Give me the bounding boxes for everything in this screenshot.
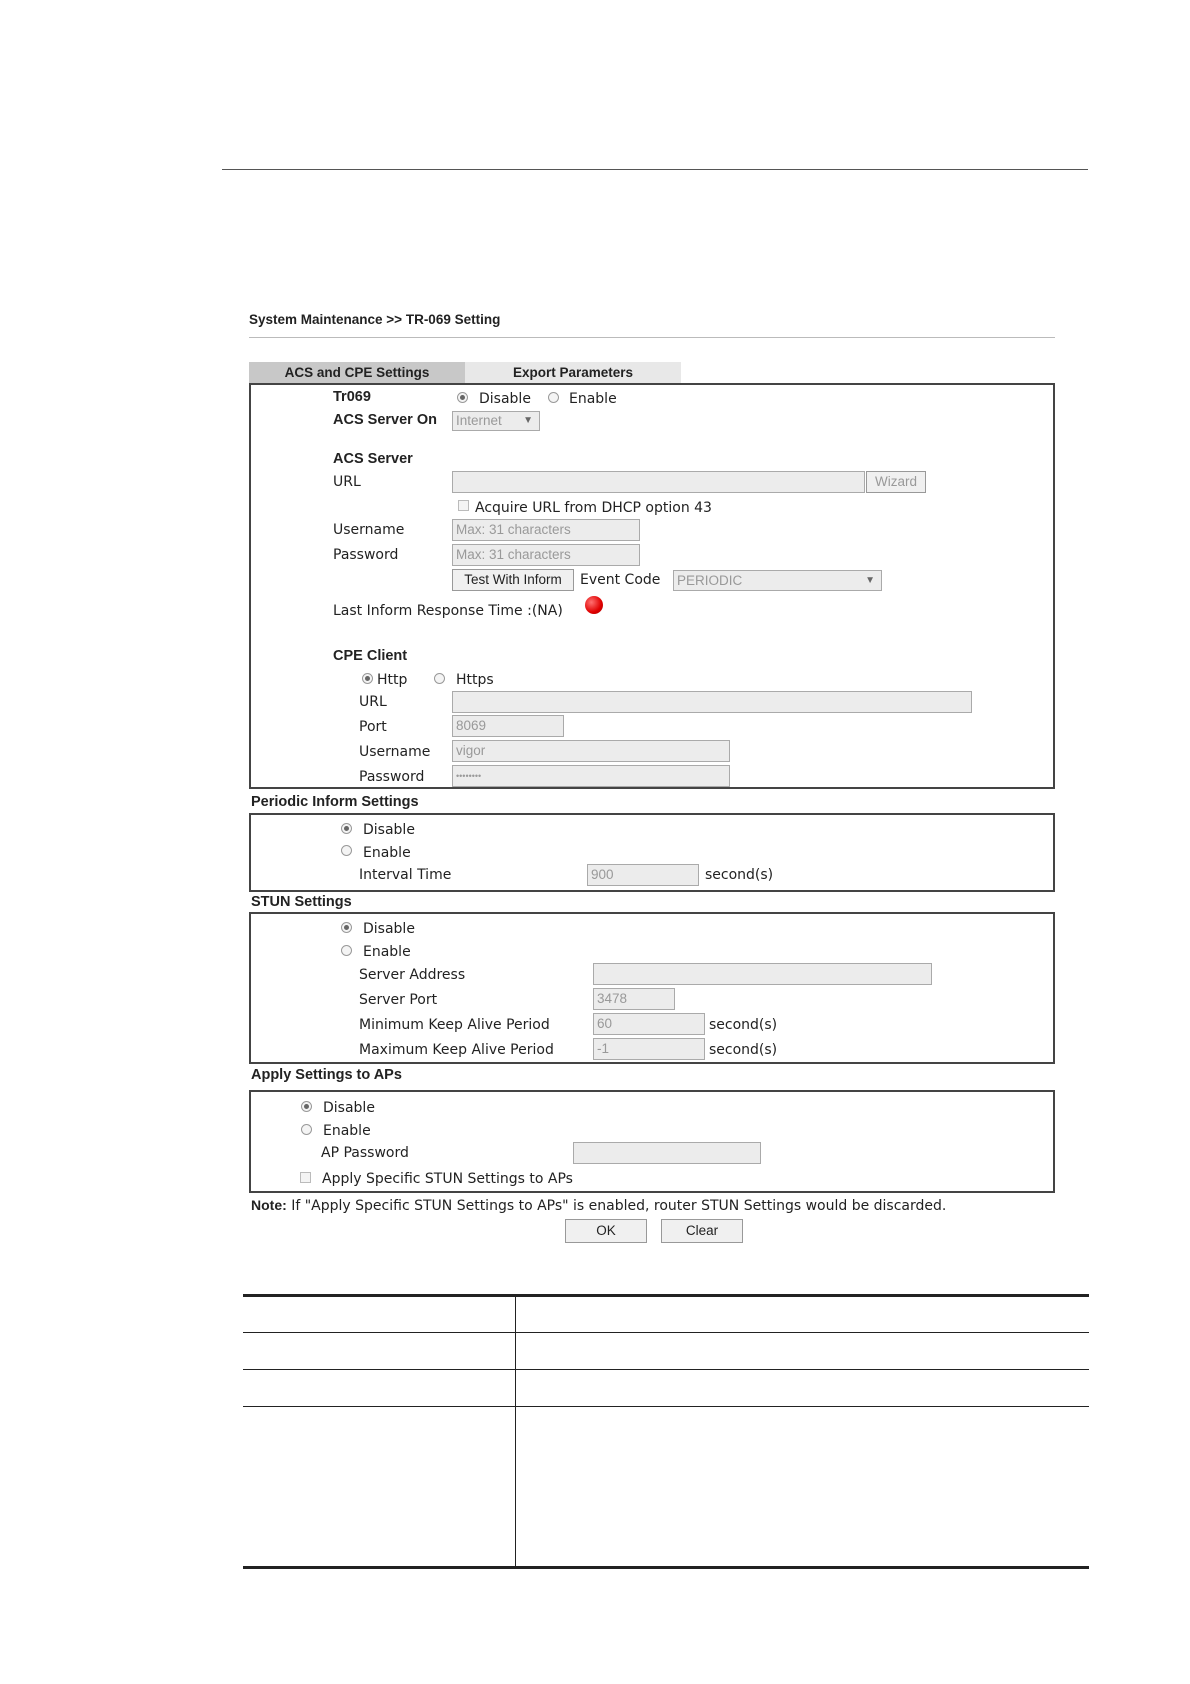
apply-aps-section-title: Apply Settings to APs [251, 1067, 402, 1083]
cpe-port-input[interactable]: 8069 [452, 715, 564, 737]
cpe-http-radio[interactable] [362, 673, 373, 684]
max-keep-alive-label: Maximum Keep Alive Period [359, 1042, 554, 1058]
table-row-divider [243, 1406, 1089, 1407]
aps-disable-label: Disable [323, 1100, 375, 1116]
acs-password-input[interactable]: Max: 31 characters [452, 544, 640, 566]
breadcrumb: System Maintenance >> TR-069 Setting [249, 312, 501, 327]
acs-username-input[interactable]: Max: 31 characters [452, 519, 640, 541]
stun-enable-label: Enable [363, 944, 411, 960]
event-code-value: PERIODIC [677, 573, 743, 588]
chevron-down-icon: ▼ [865, 575, 875, 586]
ok-button[interactable]: OK [565, 1219, 647, 1243]
tr069-disable-label: Disable [479, 391, 531, 407]
ap-password-input[interactable] [573, 1142, 761, 1164]
min-keep-alive-unit: second(s) [709, 1017, 778, 1033]
stun-disable-label: Disable [363, 921, 415, 937]
max-keep-alive-input[interactable]: -1 [593, 1038, 705, 1060]
cpe-url-input[interactable] [452, 691, 972, 713]
min-keep-alive-label: Minimum Keep Alive Period [359, 1017, 550, 1033]
acs-password-label: Password [333, 547, 399, 563]
page-header-rule [222, 169, 1088, 170]
interval-unit: second(s) [705, 867, 774, 883]
stun-enable-radio[interactable] [341, 945, 352, 956]
periodic-section-title: Periodic Inform Settings [251, 794, 419, 810]
cpe-client-title: CPE Client [333, 648, 408, 664]
acs-server-on-label: ACS Server On [333, 412, 437, 428]
event-code-select[interactable] [673, 570, 882, 591]
tr069-disable-radio[interactable] [457, 392, 468, 403]
aps-enable-label: Enable [323, 1123, 371, 1139]
max-keep-alive-unit: second(s) [709, 1042, 778, 1058]
cpe-username-input[interactable]: vigor [452, 740, 730, 762]
note-text [251, 1197, 946, 1214]
periodic-disable-label: Disable [363, 822, 415, 838]
server-address-label: Server Address [359, 967, 466, 983]
cpe-password-label: Password [359, 769, 425, 785]
acs-server-on-value: Internet [456, 413, 502, 428]
server-port-label: Server Port [359, 992, 438, 1008]
periodic-enable-radio[interactable] [341, 845, 352, 856]
aps-disable-radio[interactable] [301, 1101, 312, 1112]
server-address-input[interactable] [593, 963, 932, 985]
acs-server-title: ACS Server [333, 451, 413, 467]
table-row-divider [243, 1332, 1089, 1333]
cpe-port-label: Port [359, 719, 387, 735]
acs-server-on-select[interactable] [452, 411, 540, 431]
note-prefix: Note: [251, 1197, 287, 1213]
stun-disable-radio[interactable] [341, 922, 352, 933]
aps-enable-radio[interactable] [301, 1124, 312, 1135]
specific-stun-checkbox[interactable] [300, 1172, 311, 1183]
acs-username-label: Username [333, 522, 405, 538]
cpe-https-label: Https [456, 672, 494, 688]
wizard-button[interactable]: Wizard [866, 471, 926, 493]
server-port-input[interactable]: 3478 [593, 988, 675, 1010]
last-inform-label: Last Inform Response Time :(NA) [333, 603, 563, 619]
clear-button[interactable]: Clear [661, 1219, 743, 1243]
tab-export-parameters[interactable]: Export Parameters [465, 362, 681, 383]
periodic-enable-label: Enable [363, 845, 411, 861]
tr069-enable-label: Enable [569, 391, 617, 407]
acs-url-label: URL [333, 474, 361, 490]
interval-time-label: Interval Time [359, 867, 452, 883]
cpe-password-input[interactable]: •••••••• [452, 765, 730, 787]
dhcp-option-checkbox[interactable] [458, 500, 469, 511]
specific-stun-label: Apply Specific STUN Settings to APs [322, 1171, 573, 1187]
table-column-divider [515, 1294, 516, 1569]
test-with-inform-button[interactable]: Test With Inform [452, 569, 574, 591]
table-top-rule [243, 1294, 1089, 1297]
periodic-disable-radio[interactable] [341, 823, 352, 834]
stun-section-title: STUN Settings [251, 894, 352, 910]
tr069-label: Tr069 [333, 389, 371, 405]
min-keep-alive-input[interactable]: 60 [593, 1013, 705, 1035]
cpe-http-label: Http [377, 672, 408, 688]
event-code-label: Event Code [580, 572, 661, 588]
ap-password-label: AP Password [321, 1145, 409, 1161]
cpe-url-label: URL [359, 694, 387, 710]
status-led-icon [585, 596, 603, 614]
cpe-username-label: Username [359, 744, 431, 760]
cpe-https-radio[interactable] [434, 673, 445, 684]
tab-acs-cpe-settings[interactable]: ACS and CPE Settings [249, 362, 465, 383]
interval-time-input[interactable]: 900 [587, 864, 699, 886]
breadcrumb-divider [249, 337, 1055, 338]
acs-url-input[interactable] [452, 471, 865, 493]
chevron-down-icon: ▼ [523, 415, 533, 426]
tr069-enable-radio[interactable] [548, 392, 559, 403]
table-row-divider [243, 1369, 1089, 1370]
table-bottom-rule [243, 1566, 1089, 1569]
dhcp-option-label: Acquire URL from DHCP option 43 [475, 500, 712, 516]
note-body: If "Apply Specific STUN Settings to APs" is enabled, router STUN Settings would be discarded. [291, 1198, 947, 1214]
